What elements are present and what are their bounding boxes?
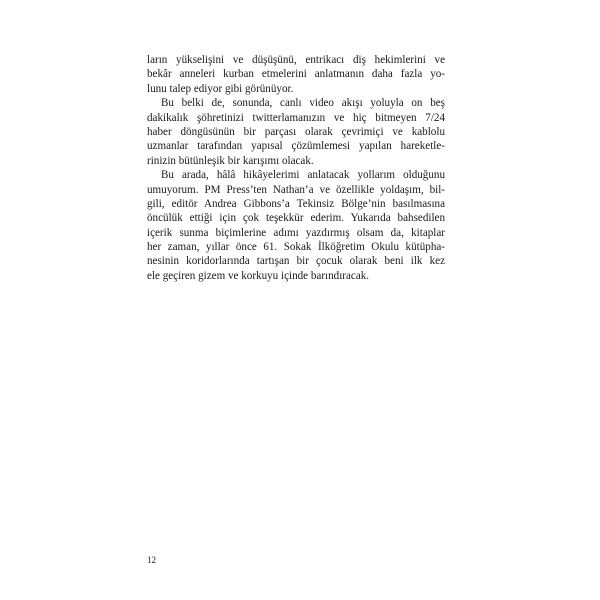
text-line: dakikalık şöhretinizi twitterlamanızın ve hiç bitmeyen 7/24 [147, 111, 445, 124]
text-line: rinizin bütünleşik bir karışımı olacak. [147, 154, 314, 167]
page-number: 12 [147, 555, 156, 565]
body-text [147, 53, 445, 283]
text-line: gili, editör Andrea Gibbons’a Tekinsiz Bölge’nin basılmasına [147, 197, 445, 210]
text-line: içerik sunma biçimlerine adımı yazdırmış olsam da, kitaplar [147, 226, 445, 239]
text-line: Bu belki de, sonunda, canlı video akışı yoluyla on beş [161, 97, 445, 110]
text-line: haber döngüsünün bir parçası olarak çevrimiçi ve kablolu [147, 125, 445, 138]
paragraph [147, 168, 445, 283]
text-line: ele geçiren gizem ve korkuyu içinde barındıracak. [147, 269, 370, 282]
text-line: her zaman, yıllar önce 61. Sokak İlköğretim Okulu kütüpha- [147, 241, 445, 254]
paragraph [147, 96, 445, 168]
text-line: nesinin koridorlarında tartışan bir çocuk olarak beni ilk kez [147, 255, 445, 268]
text-line: öncülük ettiği için çok teşekkür ederim. Yukarıda bahsedilen [147, 212, 445, 225]
text-line: Bu arada, hâlâ hikâyelerimi anlatacak yollarım olduğunu [161, 169, 445, 182]
text-line: lunu talep ediyor gibi görünüyor. [147, 82, 294, 95]
text-line: bekâr anneleri kurban etmelerini anlatmanın daha fazla yo- [147, 68, 445, 81]
text-line: ların yükselişini ve düşüşünü, entrikacı diş hekimlerini ve [147, 54, 445, 66]
paragraph [147, 53, 445, 96]
text-line: uzmanlar tarafından yapısal çözümlemesi yapılan hareketle- [147, 140, 445, 153]
text-line: umuyorum. PM Press’ten Nathan’a ve özellikle yoldaşım, bil- [147, 183, 445, 196]
